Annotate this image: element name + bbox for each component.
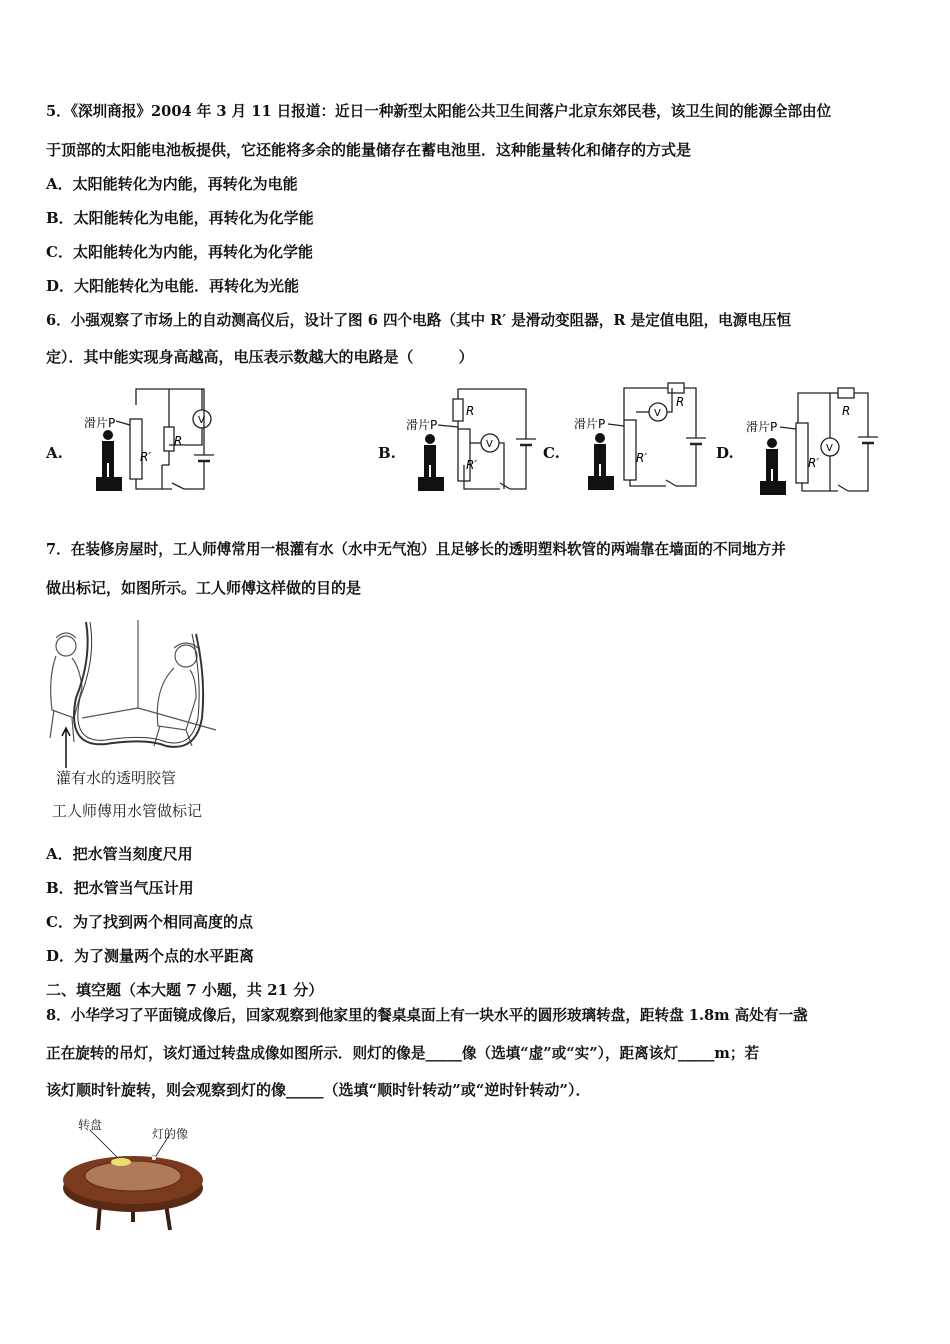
circuit-b-voltmeter-label: V: [486, 439, 493, 450]
circuit-d-figure: [744, 385, 884, 497]
q7-stem-line1: 7．在装修房屋时，工人师傅常用一根灌有水（水中无气泡）且足够长的透明塑料软管的两端靠在墙面的不同地方并: [46, 541, 786, 558]
q7-option-c: C．为了找到两个相同高度的点: [46, 913, 253, 931]
q7-option-d: D．为了测量两个点的水平距离: [46, 947, 255, 965]
q7-stem-line2: 做出标记，如图所示。工人师傅这样做的目的是: [46, 579, 362, 597]
q7-workers-illustration: [46, 618, 226, 768]
circuit-d-slider-label: 滑片P: [746, 420, 778, 434]
circuit-b-figure: [402, 385, 537, 497]
q7-option-a: A．把水管当刻度尺用: [46, 845, 193, 863]
q7-figure-caption2: 工人师傅用水管做标记: [52, 802, 203, 820]
circuit-d-rprime-label: R′: [808, 456, 820, 470]
q8-stem-line2: 正在旋转的吊灯，该灯通过转盘成像如图所示．则灯的像是_____像（选填“虚”或“实”），距离该灯_____m；若: [46, 1045, 760, 1062]
circuit-c-slider-label: 滑片P: [574, 417, 606, 431]
circuit-a-slider-label: 滑片P: [84, 416, 116, 430]
circuit-d-r-label: R: [842, 404, 851, 418]
q8-label-turntable: 转盘: [78, 1118, 103, 1132]
circuit-b-r-label: R: [466, 404, 475, 418]
q5-option-c: C．太阳能转化为内能，再转化为化学能: [46, 243, 313, 261]
circuit-a-voltmeter-label: V: [198, 415, 205, 426]
q5-option-b: B．太阳能转化为电能，再转化为化学能: [46, 209, 314, 227]
circuit-b-rprime-label: R′: [466, 458, 478, 472]
q5-option-a: A．太阳能转化为内能，再转化为电能: [46, 175, 298, 193]
q6-option-d-label: D.: [716, 444, 734, 462]
q6-option-c-label: C.: [543, 444, 560, 462]
q7-figure-caption1: 灌有水的透明胶管: [56, 769, 177, 787]
circuit-d-voltmeter-label: V: [826, 443, 833, 454]
q8-stem-line1: 8．小华学习了平面镜成像后，回家观察到他家里的餐桌桌面上有一块水平的圆形玻璃转盘，距转盘 1.8m 高处有一盏: [46, 1007, 808, 1024]
circuit-c-figure: [572, 380, 707, 494]
circuit-b-slider-label: 滑片P: [406, 418, 438, 432]
circuit-c-rprime-label: R′: [636, 451, 648, 465]
q5-option-d: D．大阳能转化为电能．再转化为光能: [46, 277, 300, 295]
q6-stem-line2: 定）．其中能实现身高越高，电压表示数越大的电路是（ ）: [46, 348, 474, 366]
q6-option-a-label: A.: [46, 444, 63, 462]
q5-stem-line1: 5．《深圳商报》2004 年 3 月 11 日报道：近日一种新型太阳能公共卫生间落户北京东郊民巷，该卫生间的能源全部由位: [46, 103, 832, 120]
circuit-a-rprime-label: R′: [140, 450, 152, 464]
q8-stem-line3: 该灯顺时针旋转，则会观察到灯的像_____（选填“顺时针转动”或“逆时针转动”）．: [46, 1081, 591, 1099]
circuit-a-figure: [78, 385, 218, 497]
circuit-a-r-label: R: [174, 434, 183, 448]
q6-option-b-label: B.: [378, 444, 396, 462]
q8-label-lamp-image: 灯的像: [152, 1127, 189, 1141]
circuit-c-voltmeter-label: V: [654, 408, 661, 419]
circuit-c-r-label: R: [676, 395, 685, 409]
q7-option-b: B．把水管当气压计用: [46, 879, 194, 897]
q6-stem-line1: 6．小强观察了市场上的自动测高仪后，设计了图 6 四个电路（其中 R′ 是滑动变阻器，R 是定值电阻，电源电压恒: [46, 312, 792, 329]
section2-title: 二、填空题（本大题 7 小题，共 21 分）: [46, 981, 324, 999]
q5-stem-line2: 于顶部的太阳能电池板提供，它还能将多余的能量储存在蓄电池里．这种能量转化和储存的方式是: [46, 141, 692, 159]
